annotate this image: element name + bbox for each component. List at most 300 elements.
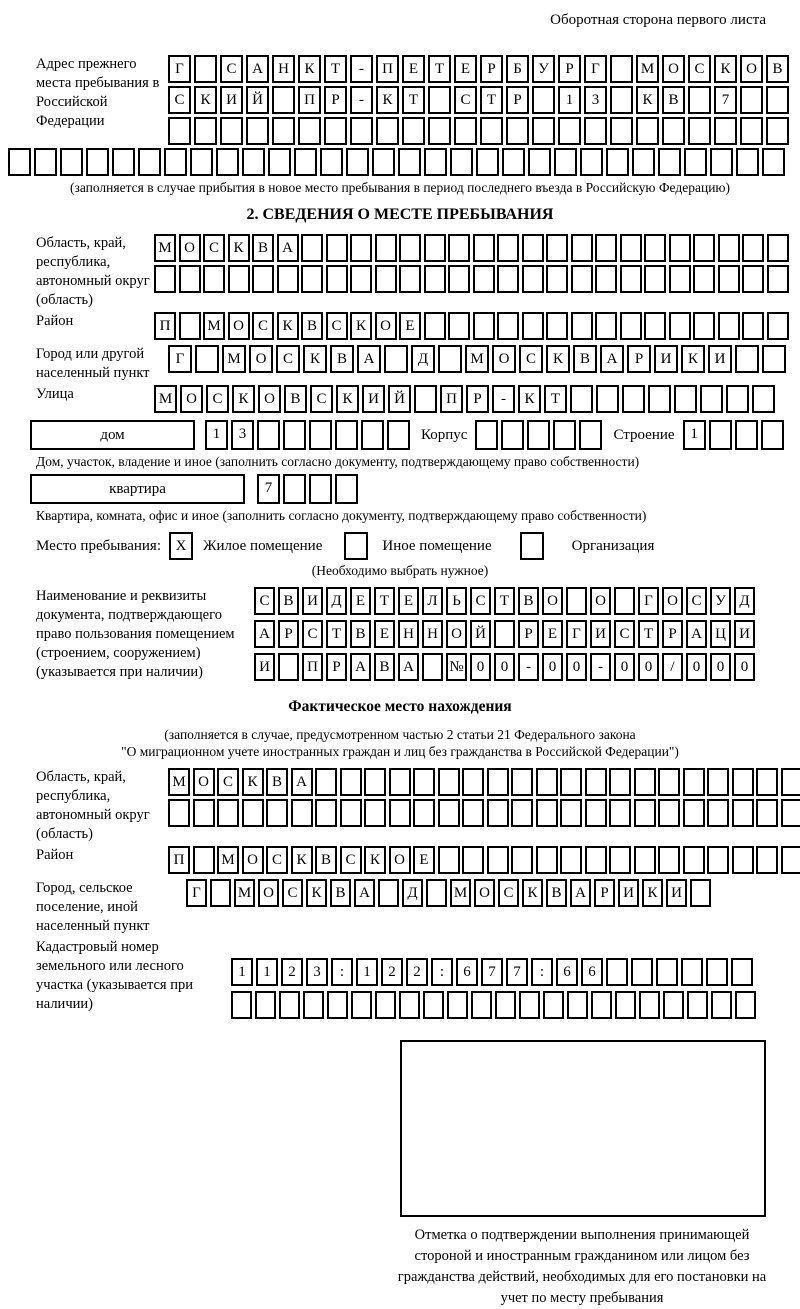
grid-cell[interactable] [527, 420, 550, 450]
grid-cell[interactable]: Р [662, 620, 683, 648]
grid-cell[interactable] [632, 148, 655, 176]
grid-cell[interactable] [658, 148, 681, 176]
grid-cell[interactable] [324, 117, 347, 145]
grid-cell[interactable]: М [222, 345, 246, 373]
grid-cell[interactable]: 0 [734, 653, 755, 681]
grid-cell[interactable]: К [364, 846, 386, 874]
grid-cell[interactable] [606, 148, 629, 176]
grid-cell[interactable]: К [298, 55, 321, 83]
grid-cell[interactable]: С [688, 55, 711, 83]
grid-cell[interactable]: К [376, 86, 399, 114]
grid-cell[interactable] [399, 991, 420, 1019]
grid-cell[interactable]: Е [374, 620, 395, 648]
grid-cell[interactable] [688, 86, 711, 114]
grid-cell[interactable] [718, 265, 740, 293]
grid-cell[interactable] [301, 234, 323, 262]
grid-cell[interactable] [375, 991, 396, 1019]
grid-cell[interactable]: О [474, 879, 495, 907]
grid-cell[interactable]: О [258, 879, 279, 907]
grid-cell[interactable] [658, 799, 680, 827]
grid-cell[interactable] [502, 148, 525, 176]
grid-cell[interactable] [683, 768, 705, 796]
grid-cell[interactable] [190, 148, 213, 176]
grid-cell[interactable] [428, 86, 451, 114]
grid-cell[interactable]: К [546, 345, 570, 373]
grid-cell[interactable] [732, 768, 754, 796]
grid-cell[interactable] [335, 420, 358, 450]
grid-cell[interactable]: С [498, 879, 519, 907]
grid-cell[interactable] [553, 420, 576, 450]
grid-cell[interactable] [519, 991, 540, 1019]
grid-cell[interactable] [340, 768, 362, 796]
grid-cell[interactable]: В [573, 345, 597, 373]
grid-cell[interactable] [781, 799, 800, 827]
grid-cell[interactable] [740, 117, 763, 145]
grid-cell[interactable] [448, 312, 470, 340]
grid-cell[interactable] [736, 148, 759, 176]
grid-cell[interactable] [609, 768, 631, 796]
grid-cell[interactable] [536, 768, 558, 796]
grid-cell[interactable] [566, 587, 587, 615]
grid-cell[interactable] [669, 312, 691, 340]
grid-cell[interactable]: К [194, 86, 217, 114]
grid-cell[interactable]: С [310, 385, 333, 413]
grid-cell[interactable]: И [254, 653, 275, 681]
grid-cell[interactable] [326, 265, 348, 293]
grid-cell[interactable] [631, 958, 653, 986]
grid-cell[interactable] [448, 234, 470, 262]
grid-cell[interactable]: Д [734, 587, 755, 615]
grid-cell[interactable] [203, 265, 225, 293]
grid-cell[interactable] [584, 117, 607, 145]
grid-cell[interactable] [596, 385, 619, 413]
grid-cell[interactable]: Т [402, 86, 425, 114]
grid-cell[interactable] [532, 86, 555, 114]
grid-cell[interactable]: Е [454, 55, 477, 83]
grid-cell[interactable]: Т [428, 55, 451, 83]
grid-cell[interactable]: - [518, 653, 539, 681]
confirmation-stamp-box[interactable] [400, 1040, 766, 1217]
grid-cell[interactable] [350, 117, 373, 145]
grid-cell[interactable] [709, 420, 732, 450]
grid-cell[interactable]: И [666, 879, 687, 907]
grid-cell[interactable] [687, 991, 708, 1019]
grid-cell[interactable] [294, 148, 317, 176]
grid-cell[interactable]: К [232, 385, 255, 413]
grid-cell[interactable]: Л [422, 587, 443, 615]
grid-cell[interactable]: - [350, 86, 373, 114]
grid-cell[interactable]: Д [326, 587, 347, 615]
grid-cell[interactable]: И [220, 86, 243, 114]
grid-cell[interactable] [726, 385, 749, 413]
grid-cell[interactable]: С [276, 345, 300, 373]
grid-cell[interactable]: И [618, 879, 639, 907]
grid-cell[interactable] [231, 991, 252, 1019]
grid-cell[interactable]: 2 [281, 958, 303, 986]
grid-cell[interactable]: О [193, 768, 215, 796]
grid-cell[interactable] [732, 846, 754, 874]
grid-cell[interactable]: 0 [710, 653, 731, 681]
grid-cell[interactable]: О [590, 587, 611, 615]
grid-cell[interactable] [536, 846, 558, 874]
grid-cell[interactable]: Г [168, 345, 192, 373]
grid-cell[interactable]: В [662, 86, 685, 114]
grid-cell[interactable]: Р [594, 879, 615, 907]
grid-cell[interactable] [707, 846, 729, 874]
grid-cell[interactable] [194, 117, 217, 145]
grid-cell[interactable] [413, 768, 435, 796]
grid-cell[interactable]: О [389, 846, 411, 874]
grid-cell[interactable] [193, 846, 215, 874]
grid-cell[interactable] [389, 799, 411, 827]
grid-cell[interactable] [351, 991, 372, 1019]
grid-cell[interactable]: С [302, 620, 323, 648]
grid-cell[interactable]: К [336, 385, 359, 413]
grid-cell[interactable]: М [465, 345, 489, 373]
grid-cell[interactable]: В [266, 768, 288, 796]
grid-cell[interactable]: П [298, 86, 321, 114]
grid-cell[interactable] [424, 234, 446, 262]
grid-cell[interactable]: С [252, 312, 274, 340]
grid-cell[interactable] [220, 117, 243, 145]
grid-cell[interactable] [767, 234, 789, 262]
grid-cell[interactable] [487, 799, 509, 827]
grid-cell[interactable] [252, 265, 274, 293]
grid-cell[interactable]: А [246, 55, 269, 83]
grid-cell[interactable] [595, 265, 617, 293]
checkbox-residential[interactable]: X [169, 532, 193, 560]
grid-cell[interactable] [756, 846, 778, 874]
grid-cell[interactable]: 0 [542, 653, 563, 681]
grid-cell[interactable]: № [446, 653, 467, 681]
grid-cell[interactable] [669, 265, 691, 293]
grid-cell[interactable]: Г [168, 55, 191, 83]
grid-cell[interactable] [266, 799, 288, 827]
grid-cell[interactable]: А [570, 879, 591, 907]
grid-cell[interactable]: В [330, 345, 354, 373]
grid-cell[interactable]: И [708, 345, 732, 373]
grid-cell[interactable] [546, 312, 568, 340]
grid-cell[interactable] [255, 991, 276, 1019]
grid-cell[interactable] [272, 86, 295, 114]
grid-cell[interactable] [735, 345, 759, 373]
grid-cell[interactable]: М [234, 879, 255, 907]
grid-cell[interactable] [454, 117, 477, 145]
grid-cell[interactable] [742, 312, 764, 340]
grid-cell[interactable] [60, 148, 83, 176]
grid-cell[interactable]: М [450, 879, 471, 907]
grid-cell[interactable] [376, 117, 399, 145]
grid-cell[interactable] [315, 768, 337, 796]
grid-cell[interactable]: П [376, 55, 399, 83]
grid-cell[interactable]: Г [186, 879, 207, 907]
grid-cell[interactable]: И [362, 385, 385, 413]
grid-cell[interactable]: Р [326, 653, 347, 681]
grid-cell[interactable]: К [642, 879, 663, 907]
grid-cell[interactable] [522, 234, 544, 262]
grid-cell[interactable]: Н [398, 620, 419, 648]
grid-cell[interactable] [585, 846, 607, 874]
grid-cell[interactable] [634, 846, 656, 874]
grid-cell[interactable] [487, 846, 509, 874]
grid-cell[interactable] [335, 474, 358, 504]
grid-cell[interactable] [718, 312, 740, 340]
grid-cell[interactable] [610, 55, 633, 83]
grid-cell[interactable] [658, 846, 680, 874]
grid-cell[interactable]: О [542, 587, 563, 615]
grid-cell[interactable]: К [303, 345, 327, 373]
checkbox-other-premises[interactable] [344, 532, 368, 560]
grid-cell[interactable] [364, 799, 386, 827]
grid-cell[interactable] [462, 799, 484, 827]
grid-cell[interactable]: Ц [710, 620, 731, 648]
grid-cell[interactable] [473, 234, 495, 262]
grid-cell[interactable] [375, 265, 397, 293]
grid-cell[interactable] [543, 991, 564, 1019]
grid-cell[interactable]: В [284, 385, 307, 413]
grid-cell[interactable]: С [326, 312, 348, 340]
grid-cell[interactable] [448, 265, 470, 293]
grid-cell[interactable]: Р [518, 620, 539, 648]
grid-cell[interactable]: В [546, 879, 567, 907]
grid-cell[interactable]: Т [494, 587, 515, 615]
grid-cell[interactable] [585, 768, 607, 796]
grid-cell[interactable]: - [590, 653, 611, 681]
grid-cell[interactable] [742, 234, 764, 262]
grid-cell[interactable]: 6 [456, 958, 478, 986]
grid-cell[interactable]: О [242, 846, 264, 874]
grid-cell[interactable]: В [374, 653, 395, 681]
grid-cell[interactable] [706, 958, 728, 986]
grid-cell[interactable] [684, 148, 707, 176]
grid-cell[interactable]: О [662, 55, 685, 83]
checkbox-organization[interactable] [520, 532, 544, 560]
grid-cell[interactable]: 6 [581, 958, 603, 986]
grid-cell[interactable] [423, 991, 444, 1019]
grid-cell[interactable] [735, 991, 756, 1019]
grid-cell[interactable]: О [249, 345, 273, 373]
grid-cell[interactable] [473, 265, 495, 293]
grid-cell[interactable]: К [518, 385, 541, 413]
grid-cell[interactable]: К [681, 345, 705, 373]
grid-cell[interactable] [350, 265, 372, 293]
grid-cell[interactable] [438, 799, 460, 827]
grid-cell[interactable] [426, 879, 447, 907]
grid-cell[interactable]: : [331, 958, 353, 986]
grid-cell[interactable]: А [277, 234, 299, 262]
grid-cell[interactable] [268, 148, 291, 176]
grid-cell[interactable]: 1 [558, 86, 581, 114]
grid-cell[interactable]: С [206, 385, 229, 413]
grid-cell[interactable]: - [350, 55, 373, 83]
grid-cell[interactable]: И [302, 587, 323, 615]
grid-cell[interactable]: И [590, 620, 611, 648]
grid-cell[interactable] [718, 234, 740, 262]
grid-cell[interactable]: У [710, 587, 731, 615]
grid-cell[interactable] [326, 234, 348, 262]
grid-cell[interactable] [511, 799, 533, 827]
grid-cell[interactable] [195, 345, 219, 373]
grid-cell[interactable]: М [217, 846, 239, 874]
grid-cell[interactable]: Р [558, 55, 581, 83]
grid-cell[interactable]: 7 [506, 958, 528, 986]
grid-cell[interactable]: С [217, 768, 239, 796]
grid-cell[interactable] [154, 265, 176, 293]
grid-cell[interactable] [387, 420, 410, 450]
grid-cell[interactable]: К [636, 86, 659, 114]
grid-cell[interactable] [8, 148, 31, 176]
grid-cell[interactable] [309, 474, 332, 504]
house-box[interactable]: дом [30, 420, 195, 450]
grid-cell[interactable] [620, 265, 642, 293]
grid-cell[interactable]: М [168, 768, 190, 796]
grid-cell[interactable] [246, 117, 269, 145]
grid-cell[interactable]: А [600, 345, 624, 373]
grid-cell[interactable] [620, 312, 642, 340]
grid-cell[interactable]: К [242, 768, 264, 796]
grid-cell[interactable]: Т [374, 587, 395, 615]
grid-cell[interactable]: С [282, 879, 303, 907]
grid-cell[interactable] [301, 265, 323, 293]
grid-cell[interactable] [644, 234, 666, 262]
grid-cell[interactable]: Е [542, 620, 563, 648]
grid-cell[interactable]: К [306, 879, 327, 907]
grid-cell[interactable]: Н [272, 55, 295, 83]
grid-cell[interactable] [480, 117, 503, 145]
grid-cell[interactable] [766, 117, 789, 145]
grid-cell[interactable] [257, 420, 280, 450]
grid-cell[interactable] [634, 768, 656, 796]
grid-cell[interactable]: О [662, 587, 683, 615]
grid-cell[interactable] [283, 474, 306, 504]
grid-cell[interactable] [731, 958, 753, 986]
grid-cell[interactable]: Р [480, 55, 503, 83]
grid-cell[interactable]: С [254, 587, 275, 615]
grid-cell[interactable]: 3 [231, 420, 254, 450]
grid-cell[interactable] [767, 265, 789, 293]
grid-cell[interactable] [674, 385, 697, 413]
grid-cell[interactable] [615, 991, 636, 1019]
grid-cell[interactable] [346, 148, 369, 176]
grid-cell[interactable] [475, 420, 498, 450]
grid-cell[interactable] [762, 345, 786, 373]
grid-cell[interactable]: П [168, 846, 190, 874]
grid-cell[interactable] [711, 991, 732, 1019]
grid-cell[interactable]: 0 [566, 653, 587, 681]
grid-cell[interactable]: С [686, 587, 707, 615]
grid-cell[interactable] [210, 879, 231, 907]
grid-cell[interactable] [609, 846, 631, 874]
grid-cell[interactable]: Д [402, 879, 423, 907]
grid-cell[interactable] [714, 117, 737, 145]
grid-cell[interactable] [570, 385, 593, 413]
grid-cell[interactable]: А [291, 768, 313, 796]
grid-cell[interactable] [438, 846, 460, 874]
grid-cell[interactable]: В [301, 312, 323, 340]
grid-cell[interactable]: К [522, 879, 543, 907]
grid-cell[interactable] [683, 846, 705, 874]
grid-cell[interactable]: К [277, 312, 299, 340]
grid-cell[interactable] [168, 117, 191, 145]
grid-cell[interactable] [228, 265, 250, 293]
grid-cell[interactable] [422, 653, 443, 681]
grid-cell[interactable]: 1 [205, 420, 228, 450]
grid-cell[interactable]: К [714, 55, 737, 83]
grid-cell[interactable]: Р [324, 86, 347, 114]
grid-cell[interactable] [402, 117, 425, 145]
grid-cell[interactable] [327, 991, 348, 1019]
grid-cell[interactable]: О [446, 620, 467, 648]
grid-cell[interactable]: Т [544, 385, 567, 413]
grid-cell[interactable] [644, 265, 666, 293]
grid-cell[interactable] [762, 148, 785, 176]
apartment-box[interactable]: квартира [30, 474, 245, 504]
grid-cell[interactable]: 0 [494, 653, 515, 681]
grid-cell[interactable] [683, 799, 705, 827]
grid-cell[interactable] [462, 846, 484, 874]
grid-cell[interactable]: 7 [481, 958, 503, 986]
grid-cell[interactable] [644, 312, 666, 340]
grid-cell[interactable] [700, 385, 723, 413]
grid-cell[interactable]: О [179, 234, 201, 262]
grid-cell[interactable] [606, 958, 628, 986]
grid-cell[interactable]: С [470, 587, 491, 615]
grid-cell[interactable]: 1 [683, 420, 706, 450]
grid-cell[interactable] [283, 420, 306, 450]
grid-cell[interactable] [164, 148, 187, 176]
grid-cell[interactable]: Д [411, 345, 435, 373]
grid-cell[interactable] [399, 234, 421, 262]
grid-cell[interactable] [532, 117, 555, 145]
grid-cell[interactable]: Р [466, 385, 489, 413]
grid-cell[interactable] [554, 148, 577, 176]
grid-cell[interactable] [179, 312, 201, 340]
grid-cell[interactable] [303, 991, 324, 1019]
grid-cell[interactable]: А [357, 345, 381, 373]
grid-cell[interactable]: И [654, 345, 678, 373]
grid-cell[interactable] [112, 148, 135, 176]
grid-cell[interactable]: 2 [381, 958, 403, 986]
grid-cell[interactable] [462, 768, 484, 796]
grid-cell[interactable] [693, 265, 715, 293]
grid-cell[interactable] [636, 117, 659, 145]
grid-cell[interactable] [528, 148, 551, 176]
grid-cell[interactable]: О [492, 345, 516, 373]
grid-cell[interactable] [414, 385, 437, 413]
grid-cell[interactable] [614, 587, 635, 615]
grid-cell[interactable]: К [350, 312, 372, 340]
grid-cell[interactable]: Б [506, 55, 529, 83]
grid-cell[interactable] [372, 148, 395, 176]
grid-cell[interactable] [399, 265, 421, 293]
grid-cell[interactable]: А [398, 653, 419, 681]
grid-cell[interactable]: С [519, 345, 543, 373]
grid-cell[interactable]: 3 [306, 958, 328, 986]
grid-cell[interactable] [639, 991, 660, 1019]
grid-cell[interactable]: Ь [446, 587, 467, 615]
grid-cell[interactable] [413, 799, 435, 827]
grid-cell[interactable]: О [258, 385, 281, 413]
grid-cell[interactable] [620, 234, 642, 262]
grid-cell[interactable] [610, 117, 633, 145]
grid-cell[interactable] [707, 799, 729, 827]
grid-cell[interactable]: С [168, 86, 191, 114]
grid-cell[interactable] [216, 148, 239, 176]
grid-cell[interactable] [309, 420, 332, 450]
grid-cell[interactable]: / [662, 653, 683, 681]
grid-cell[interactable]: А [254, 620, 275, 648]
grid-cell[interactable] [663, 991, 684, 1019]
